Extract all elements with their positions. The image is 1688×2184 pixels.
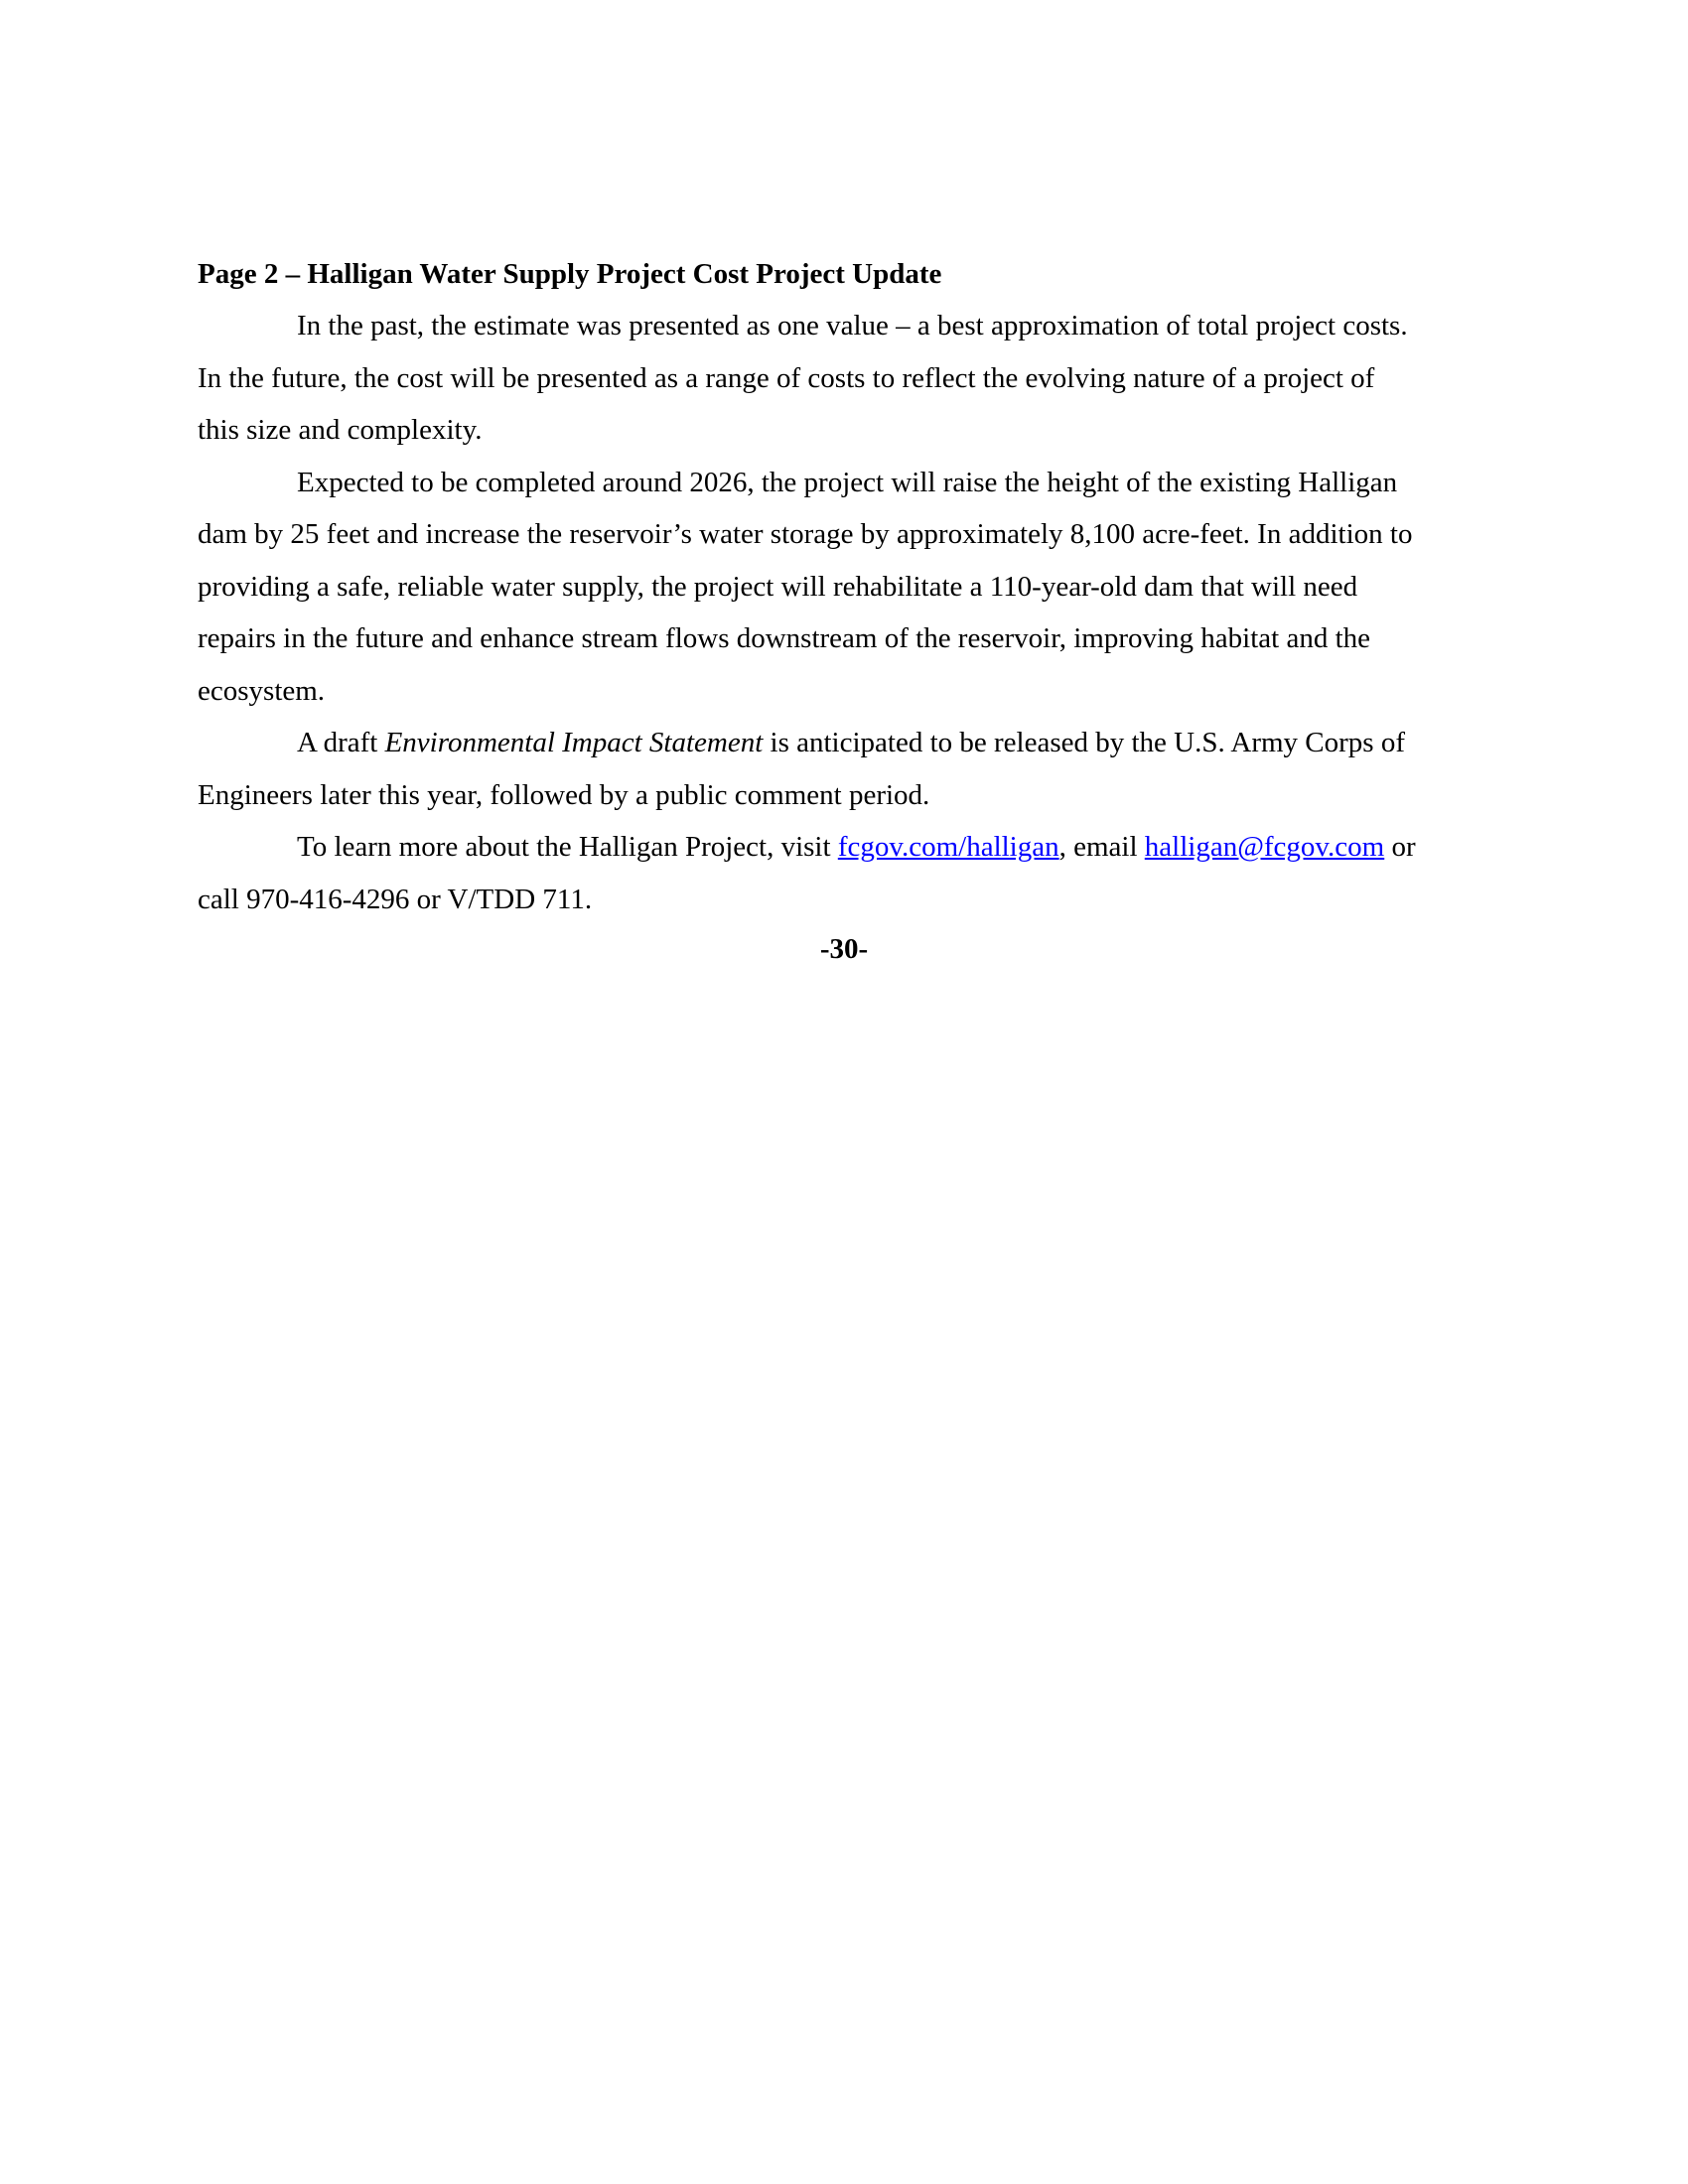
text-line: Engineers later this year, followed by a public comment period. xyxy=(198,778,930,811)
text-line: In the past, the estimate was presented as one value – a best approximation of total project costs. xyxy=(297,310,1408,341)
text-line xyxy=(198,717,1488,769)
text-line: this size and complexity. xyxy=(198,414,483,446)
paragraph-contact-info xyxy=(198,821,1488,925)
text-fragment: , email xyxy=(1058,831,1145,863)
text-fragment: is anticipated to be released by the U.S. Army Corps of xyxy=(763,727,1405,758)
text-fragment: A draft xyxy=(297,727,385,758)
email-link[interactable]: halligan@fcgov.com xyxy=(1144,831,1385,863)
page-number: -30- xyxy=(819,933,869,965)
text-fragment: or xyxy=(1384,831,1416,863)
text-line: ecosystem. xyxy=(198,674,326,707)
text-line: Expected to be completed around 2026, the project will raise the height of the existing Halligan xyxy=(297,466,1398,498)
text-line: repairs in the future and enhance stream flows downstream of the reservoir, improving habitat and the xyxy=(198,622,1370,654)
text-line: dam by 25 feet and increase the reservoir’s water storage by approximately 8,100 acre-feet. In addition to xyxy=(198,518,1413,550)
document-page xyxy=(198,248,1488,925)
text-fragment: To learn more about the Halligan Project, visit xyxy=(297,831,838,863)
document-title-italic: Environmental Impact Statement xyxy=(384,727,764,758)
website-link[interactable]: fcgov.com/halligan xyxy=(837,831,1059,863)
document-heading: Page 2 – Halligan Water Supply Project Cost Project Update xyxy=(198,258,942,290)
text-line xyxy=(198,821,1488,874)
paragraph-cost-estimate xyxy=(198,300,1488,457)
text-line: In the future, the cost will be presented as a range of costs to reflect the evolving nature of a project of xyxy=(198,361,1375,394)
text-line: call 970-416-4296 or V/TDD 711. xyxy=(198,883,593,915)
text-line: providing a safe, reliable water supply, the project will rehabilitate a 110-year-old dam that will need xyxy=(198,570,1358,603)
paragraph-environmental-impact xyxy=(198,717,1488,821)
paragraph-project-description xyxy=(198,457,1488,718)
